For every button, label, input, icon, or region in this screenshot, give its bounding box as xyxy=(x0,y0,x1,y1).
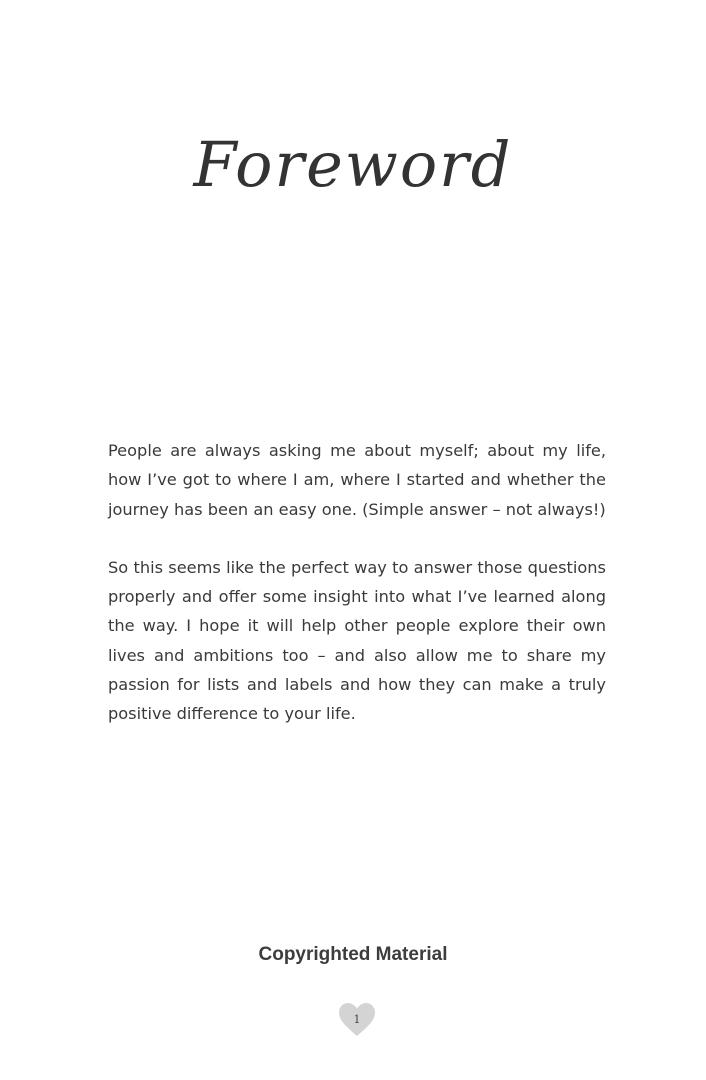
body-text xyxy=(108,436,606,758)
page-number: 1 xyxy=(353,1013,361,1026)
copyright-notice: Copyrighted Material xyxy=(258,944,448,965)
page-title: Foreword xyxy=(193,128,513,201)
paragraph-1: People are always asking me about myself; about my life, how I’ve got to where I am, where I started and whether the journey has been an easy one. (Simple answer – not always!) xyxy=(108,441,606,519)
page-number-badge xyxy=(338,1002,376,1038)
paragraph-2: So this seems like the perfect way to answer those questions properly and offer some insight into what I’ve learned along the way. I hope it will help other people explore their own lives and ambitions too – and also allow me to share my passion for lists and labels and how they can make a truly positive difference to your life. xyxy=(108,557,606,724)
